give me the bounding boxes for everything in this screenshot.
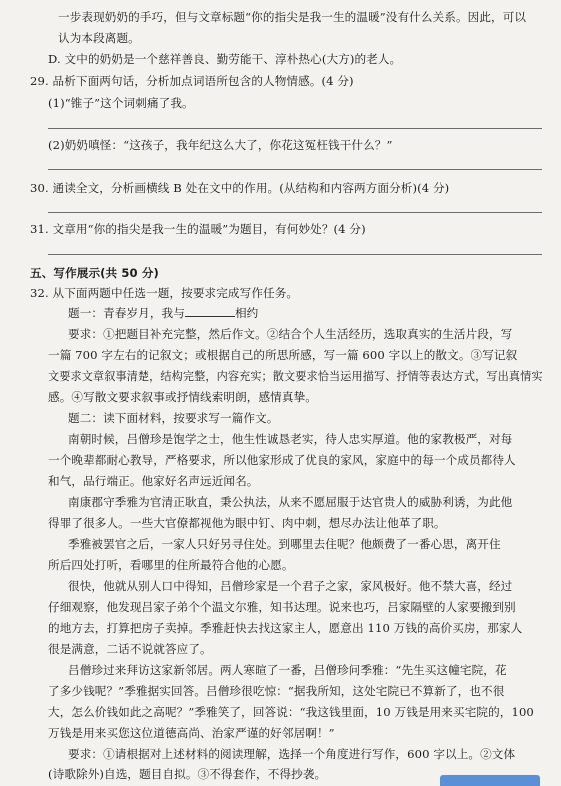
material-line: 了多少钱呢？”季雅据实回答。吕僧珍很吃惊：“据我所知，这处宅院已不算新了，也不很	[48, 684, 505, 698]
section-title: 五、写作展示(共 50 分)	[30, 266, 159, 280]
option-d: D. 文中的奶奶是一个慈祥善良、勤劳能干、淳朴热心(大方)的老人。	[48, 52, 402, 66]
question-29-sub2: (2)奶奶嗔怪：“这孩子，我年纪这么大了，你花这冤枉钱干什么？”	[48, 138, 393, 152]
requirement-line: (诗歌除外)自选，题目自拟。③不得套作，不得抄袭。	[48, 767, 327, 781]
question-32: 32. 从下面两题中任选一题，按要求完成写作任务。	[30, 286, 299, 300]
topic-two: 题二：读下面材料，按要求写一篇作文。	[68, 411, 279, 425]
requirement-line: 文要求文章叙事清楚，结构完整，内容充实；散文要求恰当运用描写、抒情等表达方式，写出真情实	[48, 369, 543, 383]
material-line: 季雅被罢官之后，一家人只好另寻住处。到哪里去住呢？他颇费了一番心思，离开住	[68, 537, 501, 551]
material-line: 南朝时候，吕僧珍是饱学之士，他生性诚恳老实，待人忠实厚道。他的家教极严，对每	[68, 432, 513, 446]
question-30: 30. 通读全文，分析画横线 B 处在文中的作用。(从结构和内容两方面分析)(4 分)	[30, 181, 450, 195]
material-line: 很是满意，二话不说就答应了。	[48, 642, 212, 656]
material-line: 所后四处打听，看哪里的住所最符合他的心愿。	[48, 558, 294, 572]
question-29-sub1: (1)“锥子”这个词刺痛了我。	[48, 96, 194, 110]
answer-line	[48, 128, 542, 129]
fill-blank	[185, 305, 235, 317]
material-line: 万钱是用来买您这位道德高尚、治家严谨的好邻居啊！”	[48, 726, 335, 740]
requirement-line: 要求：①请根据对上述材料的阅读理解，选择一个角度进行写作，600 字以上。②文体	[68, 747, 516, 761]
answer-line	[48, 169, 542, 170]
material-line: 很快，他就从别人口中得知，吕僧珍家是一个君子之家，家风极好。他不禁大喜，经过	[68, 579, 513, 593]
material-line: 和气，品行端正。他家好名声远近闻名。	[48, 474, 259, 488]
requirement-line: 一篇 700 字左右的记叙文；或根据自己的所思所感，写一篇 600 字以上的散文。③写记叙	[48, 348, 518, 362]
question-31: 31. 文章用“你的指尖是我一生的温暖”为题目，有何妙处？(4 分)	[30, 222, 366, 236]
material-line: 吕僧珍过来拜访这家新邻居。两人寒暄了一番，吕僧珍问季雅：“先生买这幢宅院，花	[68, 663, 507, 677]
question-29: 29. 品析下面两句话，分析加点词语所包含的人物情感。(4 分)	[30, 74, 354, 88]
material-line: 得罪了很多人。一些大官僚都视他为眼中钉、肉中刺，想尽办法让他革了职。	[48, 516, 446, 530]
answer-line	[48, 254, 542, 255]
material-line: 仔细观察，他发现吕家子弟个个温文尔雅，知书达理。说来也巧，吕家隔壁的人家要搬到别	[48, 600, 516, 614]
material-line: 大，怎么价钱如此之高呢？”季雅笑了，回答说：“我这钱里面，10 万钱是用来买宅院的，100	[48, 705, 534, 719]
floating-action-button[interactable]	[440, 775, 540, 786]
material-line: 一个晚辈都耐心教导，严格要求，所以他家形成了优良的家风，家庭中的每一个成员都待人	[48, 453, 516, 467]
answer-line	[48, 212, 542, 213]
text-line: 一步表现奶奶的手巧，但与文章标题“你的指尖是我一生的温暖”没有什么关系。因此，可以	[58, 10, 527, 24]
topic-one: 题一：青春岁月，我与 相约	[68, 306, 259, 320]
requirement-line: 感。④写散文要求叙事或抒情线索明朗，感情真挚。	[48, 390, 317, 404]
text-line: 认为本段离题。	[58, 31, 140, 45]
material-line: 南康郡守季雅为官清正耿直，秉公执法，从来不愿屈服于达官贵人的威胁利诱，为此他	[68, 495, 513, 509]
material-line: 的地方去，打算把房子卖掉。季雅赶快去找这家主人，愿意出 110 万钱的高价买房，那家人	[48, 621, 523, 635]
requirement-line: 要求：①把题目补充完整，然后作文。②结合个人生活经历，选取真实的生活片段，写	[68, 327, 513, 341]
